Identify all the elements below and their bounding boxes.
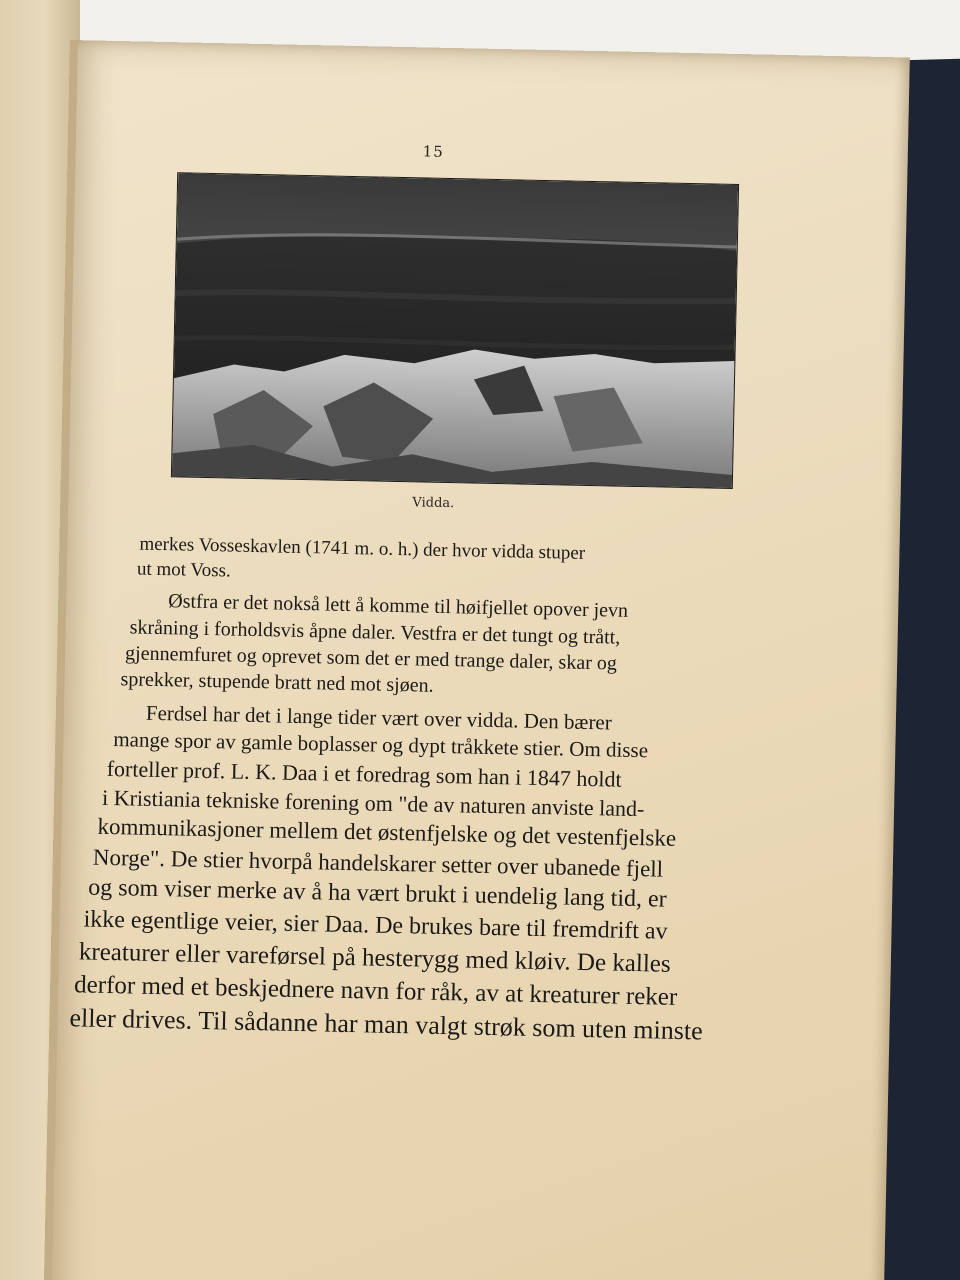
text-line: Ferdsel har det i lange tider vært over vidda. Den bærer (145, 700, 613, 735)
text-line: eller drives. Til sådanne har man valgt strøk som uten minste (69, 1003, 703, 1046)
text-line: merkes Vosseskavlen (1741 m. o. h.) der hvor vidda stuper (139, 533, 586, 564)
text-line: forteller prof. L. K. Daa i et foredrag som han i 1847 holdt (106, 756, 622, 792)
text-line: sprekker, stupende bratt ned mot sjøen. (120, 668, 434, 698)
landscape-photo (171, 172, 739, 489)
text-line: ikke egentlige veier, sier Daa. De brukes bare til fremdrift av (83, 906, 668, 945)
text-line: Norge". De stier hvorpå handelskarer setter over ubanede fjell (92, 844, 664, 882)
text-line: mange spor av gamle boplasser og dypt tråkkete stier. Om disse (113, 727, 649, 763)
book-page (43, 40, 910, 1280)
landscape-photo-graphic (172, 173, 738, 488)
text-line: kreaturer eller vareførsel på hesterygg med kløiv. De kalles (78, 938, 671, 979)
text-line: Østfra er det nokså lett å komme til høifjellet opover jevn (168, 590, 629, 622)
body-text (69, 531, 829, 1052)
photo-caption: Vidda. (412, 495, 455, 512)
page-number: 15 (422, 142, 445, 161)
text-line: derfor med et beskjednere navn for råk, av at kreaturer reker (73, 971, 678, 1012)
text-line: gjennemfuret og oprevet som det er med trange daler, skar og (124, 642, 618, 675)
text-line: skråning i forholdsvis åpne daler. Vestfra er det tungt og trått, (129, 615, 621, 649)
text-line: kommunikasjoner mellem det østenfjelske og det vestenfjelske (97, 813, 677, 852)
text-line: i Kristiania tekniske forening om "de av naturen anviste land- (101, 785, 645, 822)
text-line: ut mot Voss. (136, 558, 231, 582)
text-line: og som viser merke av å ha vært brukt i uendelig lang tid, er (87, 874, 667, 913)
